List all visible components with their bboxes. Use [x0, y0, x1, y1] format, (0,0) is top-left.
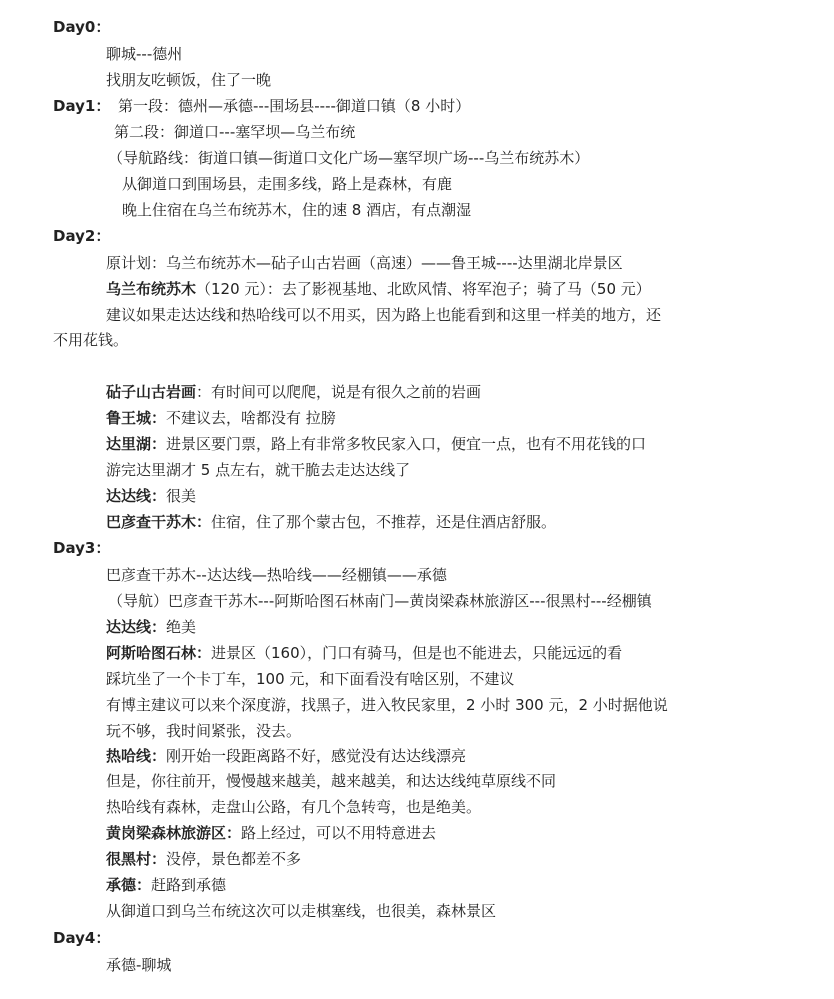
day3-nav-route: （导航）巴彦查干苏木---阿斯哈图石林南门—黄岗梁森林旅游区---很黑村---经棚镇: [108, 592, 652, 610]
day1-segment-2: 第二段：御道口---塞罕坝—乌兰布统: [114, 123, 356, 141]
dada3-text: 绝美: [166, 618, 197, 636]
luwang-label: 鲁王城：: [106, 409, 167, 427]
day3-reha: [106, 746, 466, 766]
zhenzi-label: 砧子山古岩画: [106, 383, 197, 401]
day1-segment-1: 第一段：德州—承德---围场县----御道口镇（8 小时）: [118, 97, 471, 115]
dali-text: 进景区要门票，路上有非常多牧民家入口，便宜一点，也有不用花钱的口: [166, 435, 647, 453]
day3-reha-line-2: 但是，你往前开，慢慢越来越美，越来越美，和达达线纯草原线不同: [106, 772, 557, 790]
dada-text: 很美: [166, 487, 197, 505]
bayan-label: 巴彦查干苏木：: [106, 513, 212, 531]
reha-text: 刚开始一段距离路不好，感觉没有达达线漂亮: [166, 747, 467, 765]
day3-ashatu-line-2: 踩坑坐了一个卡丁车，100 元，和下面看没有啥区别，不建议: [106, 670, 515, 688]
ulanbutong-text: （120 元）：去了影视基地、北欧风情、将军泡子；骑了马（50 元）: [196, 280, 651, 298]
day1-nav-route: （导航路线：街道口镇—街道口文化广场—塞罕坝广场---乌兰布统苏木）: [108, 149, 590, 167]
day3-huanggang: [106, 823, 436, 843]
bayan-text: 住宿，住了那个蒙古包，不推荐，还是住酒店舒服。: [211, 513, 557, 531]
day1-note-2: 晚上住宿在乌兰布统苏木，住的速 8 酒店，有点潮湿: [122, 201, 472, 219]
chengde-label: 承德：: [106, 876, 152, 894]
day2-dali: [106, 434, 646, 454]
day1-note-1: 从御道口到围场县，走围多线，路上是森林，有鹿: [122, 175, 453, 193]
day2-plan: 原计划：乌兰布统苏木—砧子山古岩画（高速）——鲁王城----达里湖北岸景区: [106, 254, 623, 272]
ashatu-label: 阿斯哈图石林：: [106, 644, 212, 662]
day2-dali-line-2: 游完达里湖才 5 点左右，就干脆去走达达线了: [106, 461, 411, 479]
day3-chengde: [106, 875, 226, 895]
day1-heading: Day1：: [53, 97, 111, 115]
day2-advice-line-2: 不用花钱。: [53, 331, 129, 349]
day0-heading: Day0：: [53, 18, 111, 36]
day2-bayan: [106, 512, 556, 532]
dada3-label: 达达线：: [106, 618, 167, 636]
henhei-label: 很黑村：: [106, 850, 167, 868]
day3-route: 巴彦查干苏木--达达线—热哈线——经棚镇——承德: [106, 566, 447, 584]
luwang-text: 不建议去，啥都没有 拉膀: [166, 409, 336, 427]
huanggang-text: 路上经过，可以不用特意进去: [241, 824, 437, 842]
zhenzi-text: ：有时间可以爬爬，说是有很久之前的岩画: [196, 383, 482, 401]
reha-label: 热哈线：: [106, 747, 167, 765]
day2-advice-line-1: 建议如果走达达线和热哈线可以不用买，因为路上也能看到和这里一样美的地方，还: [106, 306, 662, 324]
dada-label: 达达线：: [106, 487, 167, 505]
ulanbutong-label: 乌兰布统苏木: [106, 280, 197, 298]
huanggang-label: 黄岗梁森林旅游区：: [106, 824, 242, 842]
day2-heading: Day2：: [53, 227, 111, 245]
day0-route: 聊城---德州: [106, 45, 183, 63]
day3-tip: 从御道口到乌兰布统这次可以走棋塞线，也很美，森林景区: [106, 902, 497, 920]
henhei-text: 没停，景色都差不多: [166, 850, 302, 868]
day3-dada: [106, 617, 196, 637]
day2-zhenzi: [106, 382, 481, 402]
day4-heading: Day4：: [53, 929, 111, 947]
day3-heading: Day3：: [53, 539, 111, 557]
day2-luwang: [106, 408, 336, 428]
chengde-text: 赶路到承德: [151, 876, 227, 894]
day0-note: 找朋友吃顿饭，住了一晚: [106, 71, 272, 89]
day3-henhei: [106, 849, 301, 869]
day3-ashatu: [106, 643, 622, 663]
day2-dada: [106, 486, 196, 506]
day3-reha-line-3: 热哈线有森林，走盘山公路，有几个急转弯，也是绝美。: [106, 798, 482, 816]
dali-label: 达里湖：: [106, 435, 167, 453]
ashatu-text: 进景区（160），门口有骑马，但是也不能进去，只能远远的看: [211, 644, 623, 662]
day3-ashatu-line-3: 有博主建议可以来个深度游，找黑子，进入牧民家里，2 小时 300 元，2 小时据他说: [106, 696, 668, 714]
day3-ashatu-line-4: 玩不够，我时间紧张，没去。: [106, 722, 302, 740]
day4-route: 承德-聊城: [106, 956, 172, 974]
day2-ulanbutong: [106, 279, 651, 299]
